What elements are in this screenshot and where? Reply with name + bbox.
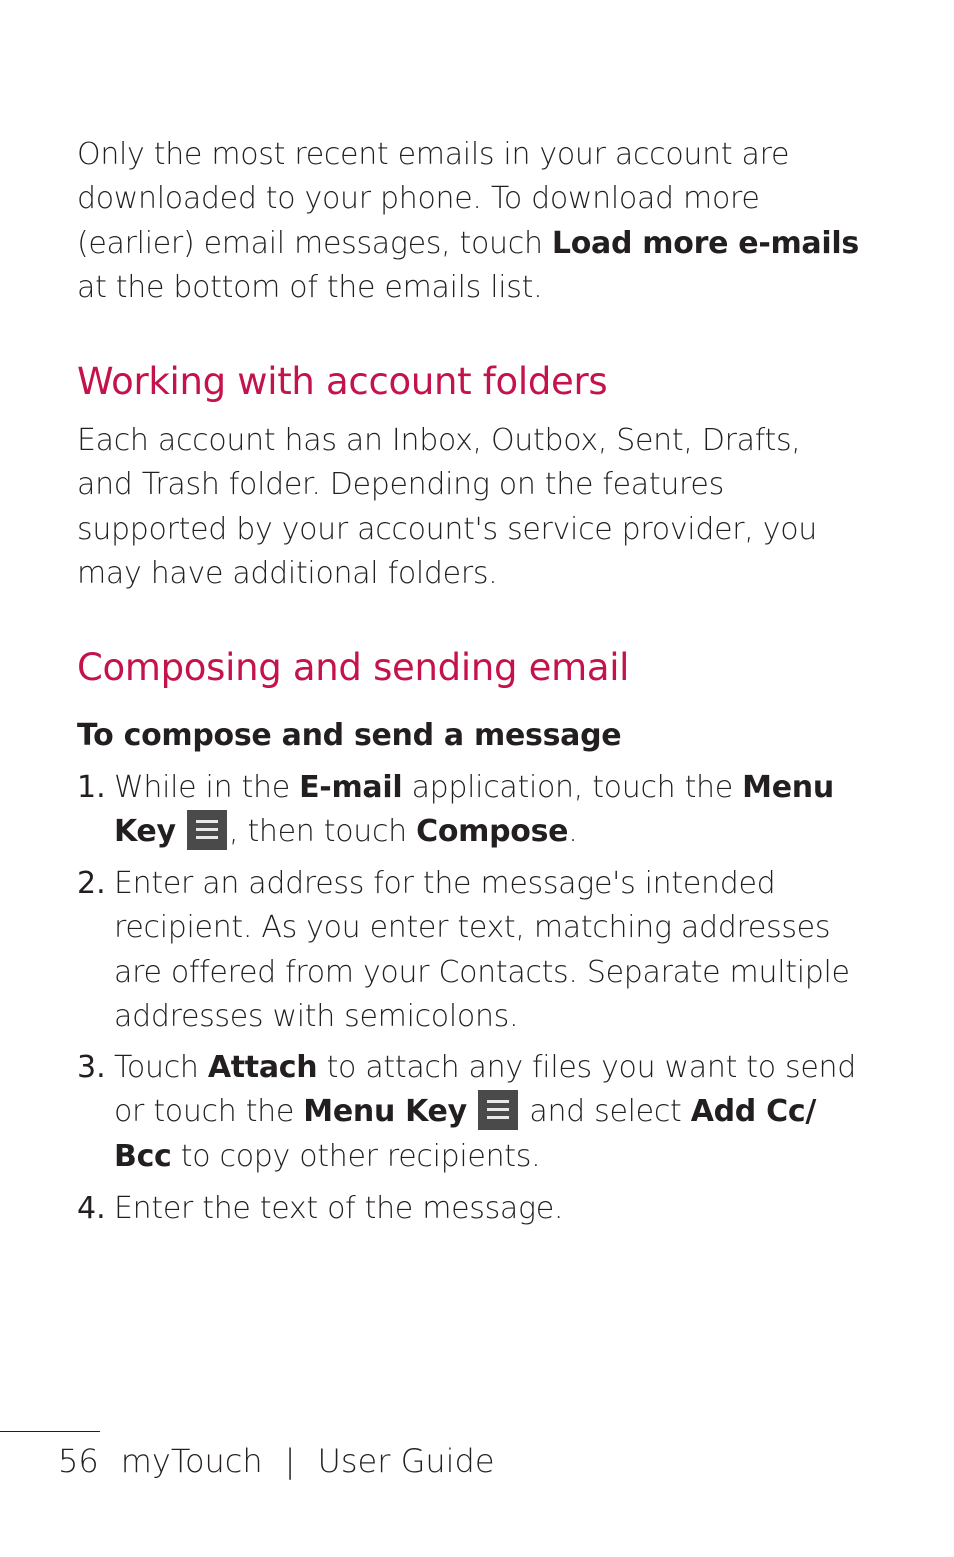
text-line: downloaded to your phone. To download more xyxy=(77,181,760,217)
step-4 xyxy=(114,1187,563,1231)
product-name: myTouch xyxy=(120,1442,263,1480)
text: to attach any files you want to send xyxy=(317,1050,856,1085)
text: . xyxy=(568,814,578,850)
bold-term: E-mail xyxy=(299,770,403,805)
step-3 xyxy=(114,1046,856,1179)
section-heading: Working with account folders xyxy=(77,360,608,403)
text: Touch xyxy=(114,1050,208,1085)
bold-term: Load more e-mails xyxy=(551,225,859,261)
menu-key-icon xyxy=(187,810,227,850)
text-line: may have additional folders. xyxy=(77,556,498,592)
text: or touch the xyxy=(114,1094,304,1130)
step-number: 2. xyxy=(77,866,106,901)
bold-term: Bcc xyxy=(114,1138,172,1174)
text-line: Enter an address for the message's intended xyxy=(114,866,776,901)
menu-key-icon xyxy=(478,1090,518,1130)
text-line: at the bottom of the emails list. xyxy=(77,270,543,306)
text: While in the xyxy=(114,770,300,805)
step-number: 1. xyxy=(77,770,106,805)
text: (earlier) email messages, touch xyxy=(77,225,552,261)
text-line: are offered from your Contacts. Separate multiple xyxy=(114,954,850,990)
subheading: To compose and send a message xyxy=(77,718,622,753)
text-line xyxy=(77,222,859,266)
text-line: supported by your account's service provider, you xyxy=(77,511,817,547)
bold-term: Compose xyxy=(416,814,569,850)
text-line: Only the most recent emails in your account are xyxy=(77,137,790,172)
bold-term: Add Cc/ xyxy=(690,1094,816,1130)
text-line: Enter the text of the message. xyxy=(114,1191,564,1226)
folders-paragraph xyxy=(77,419,817,597)
text-line: recipient. As you enter text, matching addresses xyxy=(114,910,831,946)
guide-title: User Guide xyxy=(317,1442,495,1480)
separator: | xyxy=(284,1442,296,1480)
intro-paragraph xyxy=(77,133,859,311)
text: , then touch xyxy=(228,814,417,850)
text: application, touch the xyxy=(402,770,743,805)
text-line: Each account has an Inbox, Outbox, Sent, Drafts, xyxy=(77,423,801,458)
bold-term: Menu xyxy=(742,770,834,805)
step-1 xyxy=(114,766,834,855)
bold-term: Key xyxy=(114,814,176,850)
text: and select xyxy=(520,1094,691,1130)
text-line: addresses with semicolons. xyxy=(114,999,519,1035)
page-number: 56 xyxy=(58,1442,99,1480)
bold-term: Menu Key xyxy=(303,1094,467,1130)
text: to copy other recipients. xyxy=(171,1138,541,1174)
text-line: and Trash folder. Depending on the features xyxy=(77,467,724,503)
footer-rule xyxy=(0,1431,100,1432)
step-number: 3. xyxy=(77,1050,106,1085)
step-2 xyxy=(114,862,850,1040)
footer xyxy=(58,1442,517,1480)
step-number: 4. xyxy=(77,1191,106,1226)
section-heading: Composing and sending email xyxy=(77,646,630,689)
bold-term: Attach xyxy=(207,1050,318,1085)
